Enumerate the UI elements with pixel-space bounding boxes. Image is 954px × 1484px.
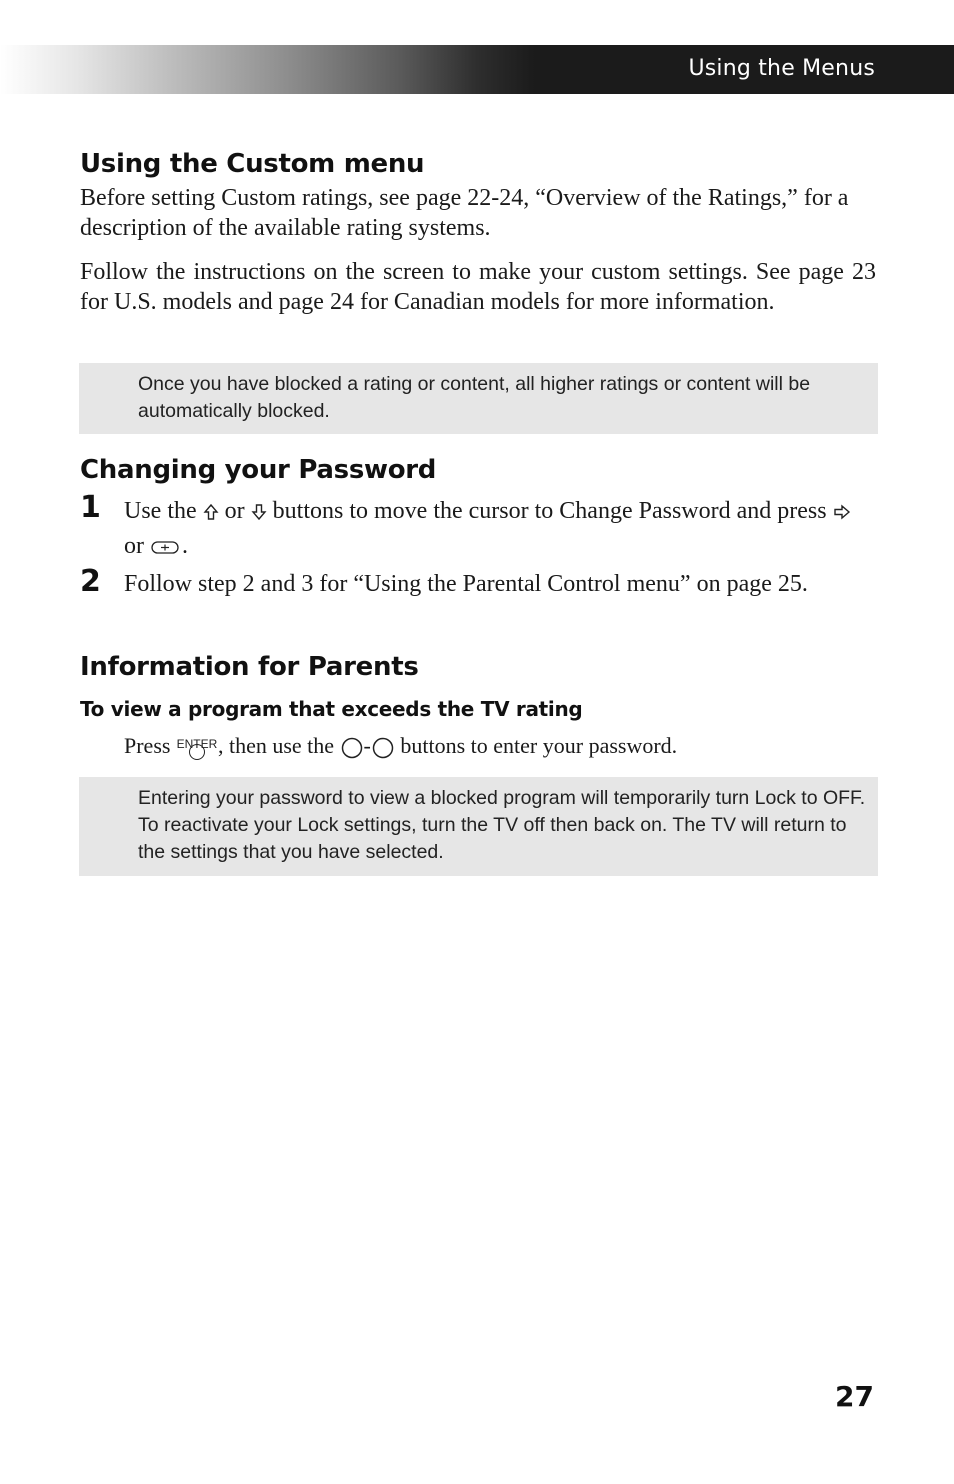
step1-text-b: or	[224, 498, 245, 524]
step1-text-e: .	[182, 533, 188, 559]
step1-text-c: buttons to move the cursor to Change Password and press	[272, 498, 827, 524]
enter-label: ENTER	[176, 737, 218, 751]
right-arrow-icon	[833, 504, 851, 520]
note-text-custom: Once you have blocked a rating or content, all higher ratings or content will be automatically blocked.	[138, 373, 811, 422]
down-arrow-icon	[251, 503, 267, 521]
number-button-icon	[340, 736, 364, 760]
step-number-2: 2	[80, 564, 101, 599]
step-number-1: 1	[80, 490, 101, 525]
enter-circle-icon	[189, 744, 205, 760]
heading-change-password: Changing your Password	[80, 455, 437, 485]
subheading-view-program: To view a program that exceeds the TV rating	[80, 697, 583, 721]
note-box-custom	[79, 363, 878, 434]
press-prefix: Press	[124, 733, 171, 758]
press-suffix: buttons to enter your password.	[400, 733, 678, 758]
heading-information-for-parents: Information for Parents	[80, 652, 419, 682]
number-button-icon	[371, 736, 395, 760]
note-text-parents: Entering your password to view a blocked program will temporarily turn Lock to OFF. To reactivate your Lock settings, turn the TV off then back on. The TV will return to the settings that you have selected.	[138, 787, 866, 863]
joystick-button-icon	[150, 538, 182, 556]
section-title: Using the Menus	[688, 56, 875, 81]
enter-button-icon	[176, 731, 218, 761]
press-dash: -	[363, 733, 371, 758]
custom-menu-para-1: Before setting Custom ratings, see page 22-24, “Overview of the Ratings,” for a description of the available rating systems.	[80, 185, 849, 241]
custom-menu-para-2: Follow the instructions on the screen to make your custom settings. See page 23 for U.S. models and page 24 for Canadian models for more information.	[80, 259, 876, 315]
press-middle: , then use the	[217, 733, 335, 758]
step-text-1	[124, 494, 876, 564]
page-header-bar	[0, 45, 954, 94]
page-number: 27	[835, 1380, 874, 1413]
press-enter-instruction	[124, 731, 876, 761]
heading-custom-menu: Using the Custom menu	[80, 149, 425, 179]
step1-text-a: Use the	[124, 498, 197, 524]
note-box-parents	[79, 777, 878, 876]
step-text-2: Follow step 2 and 3 for “Using the Parental Control menu” on page 25.	[124, 571, 808, 597]
step1-text-d: or	[124, 533, 144, 559]
up-arrow-icon	[203, 503, 219, 521]
